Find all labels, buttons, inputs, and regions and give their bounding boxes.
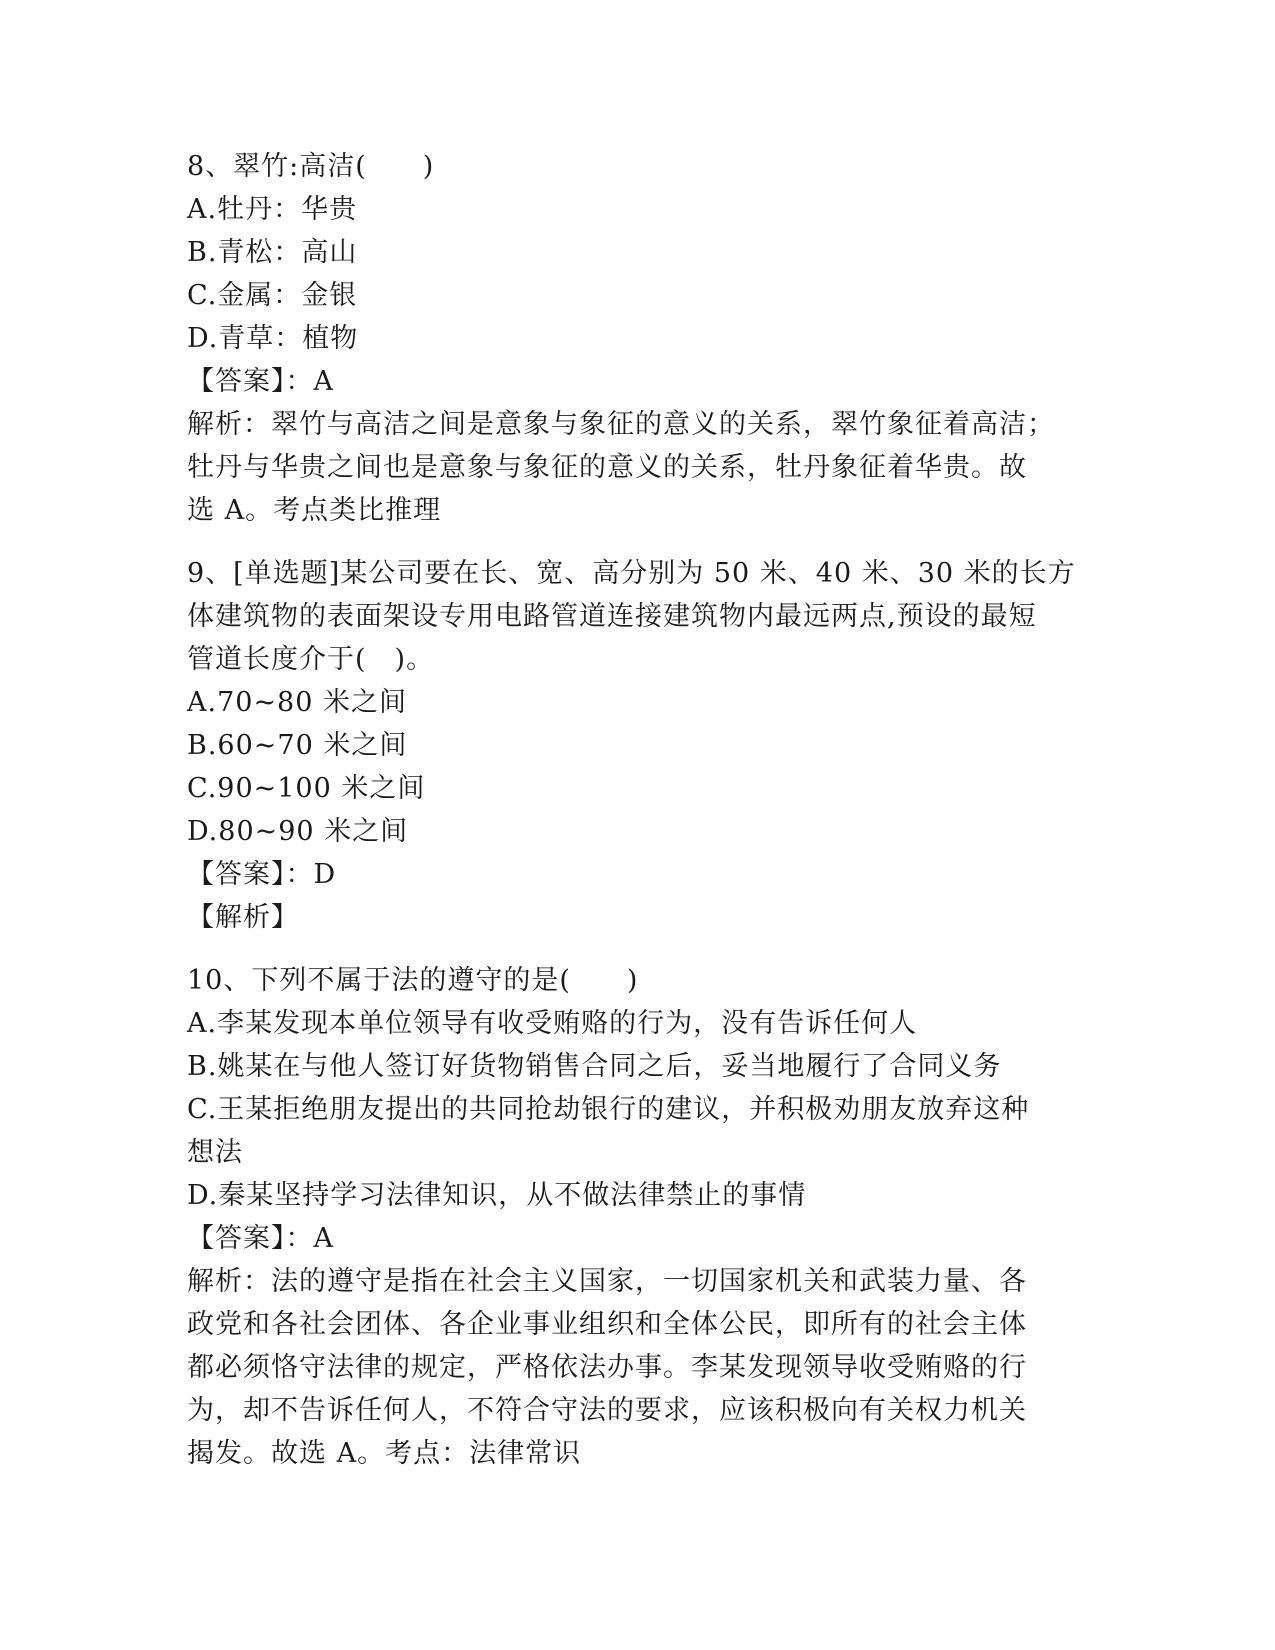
option-a: A.70~80 米之间 <box>187 687 407 718</box>
analysis-line: 揭发。故选 A。考点：法律常识 <box>187 1438 582 1469</box>
question-stem: 9、[单选题]某公司要在长、宽、高分别为 50 米、40 米、30 米的长方 <box>187 558 1076 589</box>
option-c: C.90~100 米之间 <box>187 773 426 804</box>
analysis-line: 都必须恪守法律的规定，严格依法办事。李某发现领导收受贿赂的行 <box>187 1352 1027 1383</box>
option-c: C.金属：金银 <box>187 280 358 311</box>
answer-line: 【答案】：A <box>187 1223 334 1254</box>
document-page <box>187 145 1076 1475</box>
answer-line: 【答案】：A <box>187 366 334 397</box>
question-10 <box>187 959 1067 1475</box>
answer-line: 【答案】：D <box>187 859 337 890</box>
analysis-line: 为，却不告诉任何人，不符合守法的要求，应该积极向有关权力机关 <box>187 1395 1027 1426</box>
option-a: A.李某发现本单位领导有收受贿赂的行为，没有告诉任何人 <box>187 1008 918 1039</box>
analysis-line: 解析：翠竹与高洁之间是意象与象征的意义的关系，翠竹象征着高洁； <box>187 409 1055 440</box>
question-stem: 8、翠竹:高洁( ) <box>187 151 435 182</box>
analysis-line: 解析：法的遵守是指在社会主义国家，一切国家机关和武装力量、各 <box>187 1266 1027 1297</box>
option-d: D.80~90 米之间 <box>187 816 409 847</box>
question-spacer <box>187 939 1067 959</box>
option-b: B.姚某在与他人签订好货物销售合同之后，妥当地履行了合同义务 <box>187 1051 1002 1082</box>
analysis-line: 【解析】 <box>187 902 299 933</box>
analysis-line: 牡丹与华贵之间也是意象与象征的意义的关系，牡丹象征着华贵。故 <box>187 452 1027 483</box>
option-d: D.秦某坚持学习法律知识，从不做法律禁止的事情 <box>187 1180 807 1211</box>
option-c: C.王某拒绝朋友提出的共同抢劫银行的建议，并积极劝朋友放弃这种 <box>187 1094 1030 1125</box>
option-b: B.青松：高山 <box>187 237 358 268</box>
question-stem: 10、下列不属于法的遵守的是( ) <box>187 965 639 996</box>
option-b: B.60~70 米之间 <box>187 730 408 761</box>
analysis-line: 政党和各社会团体、各企业事业组织和全体公民，即所有的社会主体 <box>187 1309 1027 1340</box>
option-d: D.青草：植物 <box>187 323 359 354</box>
option-c-continued: 想法 <box>187 1137 243 1168</box>
analysis-line: 选 A。考点类比推理 <box>187 495 442 526</box>
question-9 <box>187 552 1076 939</box>
question-stem: 管道长度介于( )。 <box>187 644 435 675</box>
question-8 <box>187 145 1067 532</box>
question-spacer <box>187 532 1067 552</box>
option-a: A.牡丹：华贵 <box>187 194 358 225</box>
question-stem: 体建筑物的表面架设专用电路管道连接建筑物内最远两点,预设的最短 <box>187 601 1037 632</box>
